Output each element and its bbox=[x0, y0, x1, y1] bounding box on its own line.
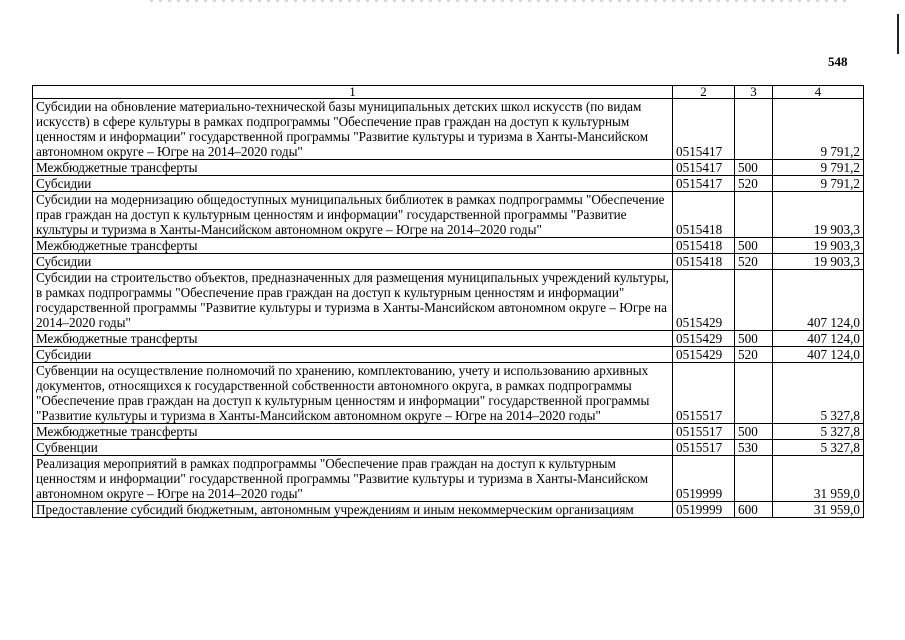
header-row bbox=[33, 86, 864, 99]
table-body bbox=[33, 99, 864, 518]
row-name: Предоставление субсидий бюджетным, автономным учреждениям и иным некоммерческим организациям bbox=[33, 502, 673, 518]
scan-artifact bbox=[150, 0, 850, 2]
table-row bbox=[33, 192, 864, 238]
row-kind: 500 bbox=[735, 160, 773, 176]
row-name: Субсидии на обновление материально-технической базы муниципальных детских школ искусств (по видам искусств) в сфере культуры в рамках подпрограммы "Обеспечение прав граждан на доступ к культурным ценностям и информации" государственной программы "Развитие культуры и туризма в Ханты-Мансийском автономном округе – Югре на 2014–2020 годы" bbox=[33, 99, 673, 160]
page-edge-mark bbox=[897, 14, 899, 54]
header-col-4: 4 bbox=[773, 86, 864, 99]
row-name: Межбюджетные трансферты bbox=[33, 160, 673, 176]
table-row bbox=[33, 456, 864, 502]
header-col-3: 3 bbox=[735, 86, 773, 99]
row-kind bbox=[735, 456, 773, 502]
row-code: 0515418 bbox=[673, 192, 735, 238]
row-kind: 520 bbox=[735, 176, 773, 192]
row-name: Субсидии bbox=[33, 347, 673, 363]
table-row bbox=[33, 424, 864, 440]
row-amount: 407 124,0 bbox=[773, 270, 864, 331]
header-col-2: 2 bbox=[673, 86, 735, 99]
row-name: Межбюджетные трансферты bbox=[33, 238, 673, 254]
row-code: 0519999 bbox=[673, 456, 735, 502]
table-row bbox=[33, 176, 864, 192]
row-amount: 9 791,2 bbox=[773, 176, 864, 192]
row-code: 0515429 bbox=[673, 331, 735, 347]
row-amount: 9 791,2 bbox=[773, 99, 864, 160]
row-name: Субсидии на строительство объектов, предназначенных для размещения муниципальных учреждений культуры, в рамках подпрограммы "Обеспечение прав граждан на доступ к культурным ценностям и информации" государственной программы "Развитие культуры и туризма в Ханты-Мансийском автономном округе – Югре на 2014–2020 годы" bbox=[33, 270, 673, 331]
table-row bbox=[33, 270, 864, 331]
table-row bbox=[33, 254, 864, 270]
row-amount: 19 903,3 bbox=[773, 254, 864, 270]
page-number: 548 bbox=[828, 54, 848, 69]
row-code: 0515517 bbox=[673, 440, 735, 456]
row-amount: 19 903,3 bbox=[773, 192, 864, 238]
table-row bbox=[33, 502, 864, 518]
row-name: Субвенции на осуществление полномочий по хранению, комплектованию, учету и использованию архивных документов, относящихся к государственной собственности автономного округа, в рамках подпрограммы "Обеспечение прав граждан на доступ к культурным ценностям и информации" государственной программы "Развитие культуры и туризма в Ханты-Мансийском автономном округе – Югре на 2014–2020 годы" bbox=[33, 363, 673, 424]
row-name: Субсидии bbox=[33, 176, 673, 192]
row-code: 0515418 bbox=[673, 238, 735, 254]
row-code: 0515418 bbox=[673, 254, 735, 270]
row-kind: 500 bbox=[735, 238, 773, 254]
table-row bbox=[33, 363, 864, 424]
row-kind bbox=[735, 99, 773, 160]
table-row bbox=[33, 99, 864, 160]
row-kind bbox=[735, 192, 773, 238]
row-code: 0515429 bbox=[673, 270, 735, 331]
row-amount: 9 791,2 bbox=[773, 160, 864, 176]
row-kind bbox=[735, 270, 773, 331]
row-kind: 530 bbox=[735, 440, 773, 456]
row-name: Межбюджетные трансферты bbox=[33, 331, 673, 347]
row-code: 0515417 bbox=[673, 176, 735, 192]
row-amount: 19 903,3 bbox=[773, 238, 864, 254]
budget-table bbox=[32, 85, 864, 518]
row-name: Субсидии bbox=[33, 254, 673, 270]
table-row bbox=[33, 160, 864, 176]
row-amount: 407 124,0 bbox=[773, 347, 864, 363]
row-kind: 500 bbox=[735, 331, 773, 347]
row-code: 0515417 bbox=[673, 99, 735, 160]
header-col-1: 1 bbox=[33, 86, 673, 99]
row-amount: 31 959,0 bbox=[773, 502, 864, 518]
row-name: Субвенции bbox=[33, 440, 673, 456]
row-name: Субсидии на модернизацию общедоступных муниципальных библиотек в рамках подпрограммы "Обеспечение прав граждан на доступ к культурным ценностям и информации" государственной программы "Развитие культуры и туризма в Ханты-Мансийском автономном округе – Югре на 2014–2020 годы" bbox=[33, 192, 673, 238]
table-row bbox=[33, 440, 864, 456]
row-kind: 500 bbox=[735, 424, 773, 440]
row-kind: 520 bbox=[735, 347, 773, 363]
row-code: 0515417 bbox=[673, 160, 735, 176]
row-name: Межбюджетные трансферты bbox=[33, 424, 673, 440]
row-code: 0515517 bbox=[673, 363, 735, 424]
row-code: 0515429 bbox=[673, 347, 735, 363]
row-amount: 5 327,8 bbox=[773, 424, 864, 440]
row-kind: 520 bbox=[735, 254, 773, 270]
row-amount: 407 124,0 bbox=[773, 331, 864, 347]
row-amount: 31 959,0 bbox=[773, 456, 864, 502]
row-amount: 5 327,8 bbox=[773, 363, 864, 424]
table-row bbox=[33, 347, 864, 363]
table-row bbox=[33, 331, 864, 347]
row-amount: 5 327,8 bbox=[773, 440, 864, 456]
row-kind: 600 bbox=[735, 502, 773, 518]
row-code: 0519999 bbox=[673, 502, 735, 518]
row-kind bbox=[735, 363, 773, 424]
row-name: Реализация мероприятий в рамках подпрограммы "Обеспечение прав граждан на доступ к культурным ценностям и информации" государственной программы "Развитие культуры и туризма в Ханты-Мансийском автономном округе – Югре на 2014–2020 годы" bbox=[33, 456, 673, 502]
row-code: 0515517 bbox=[673, 424, 735, 440]
table-row bbox=[33, 238, 864, 254]
